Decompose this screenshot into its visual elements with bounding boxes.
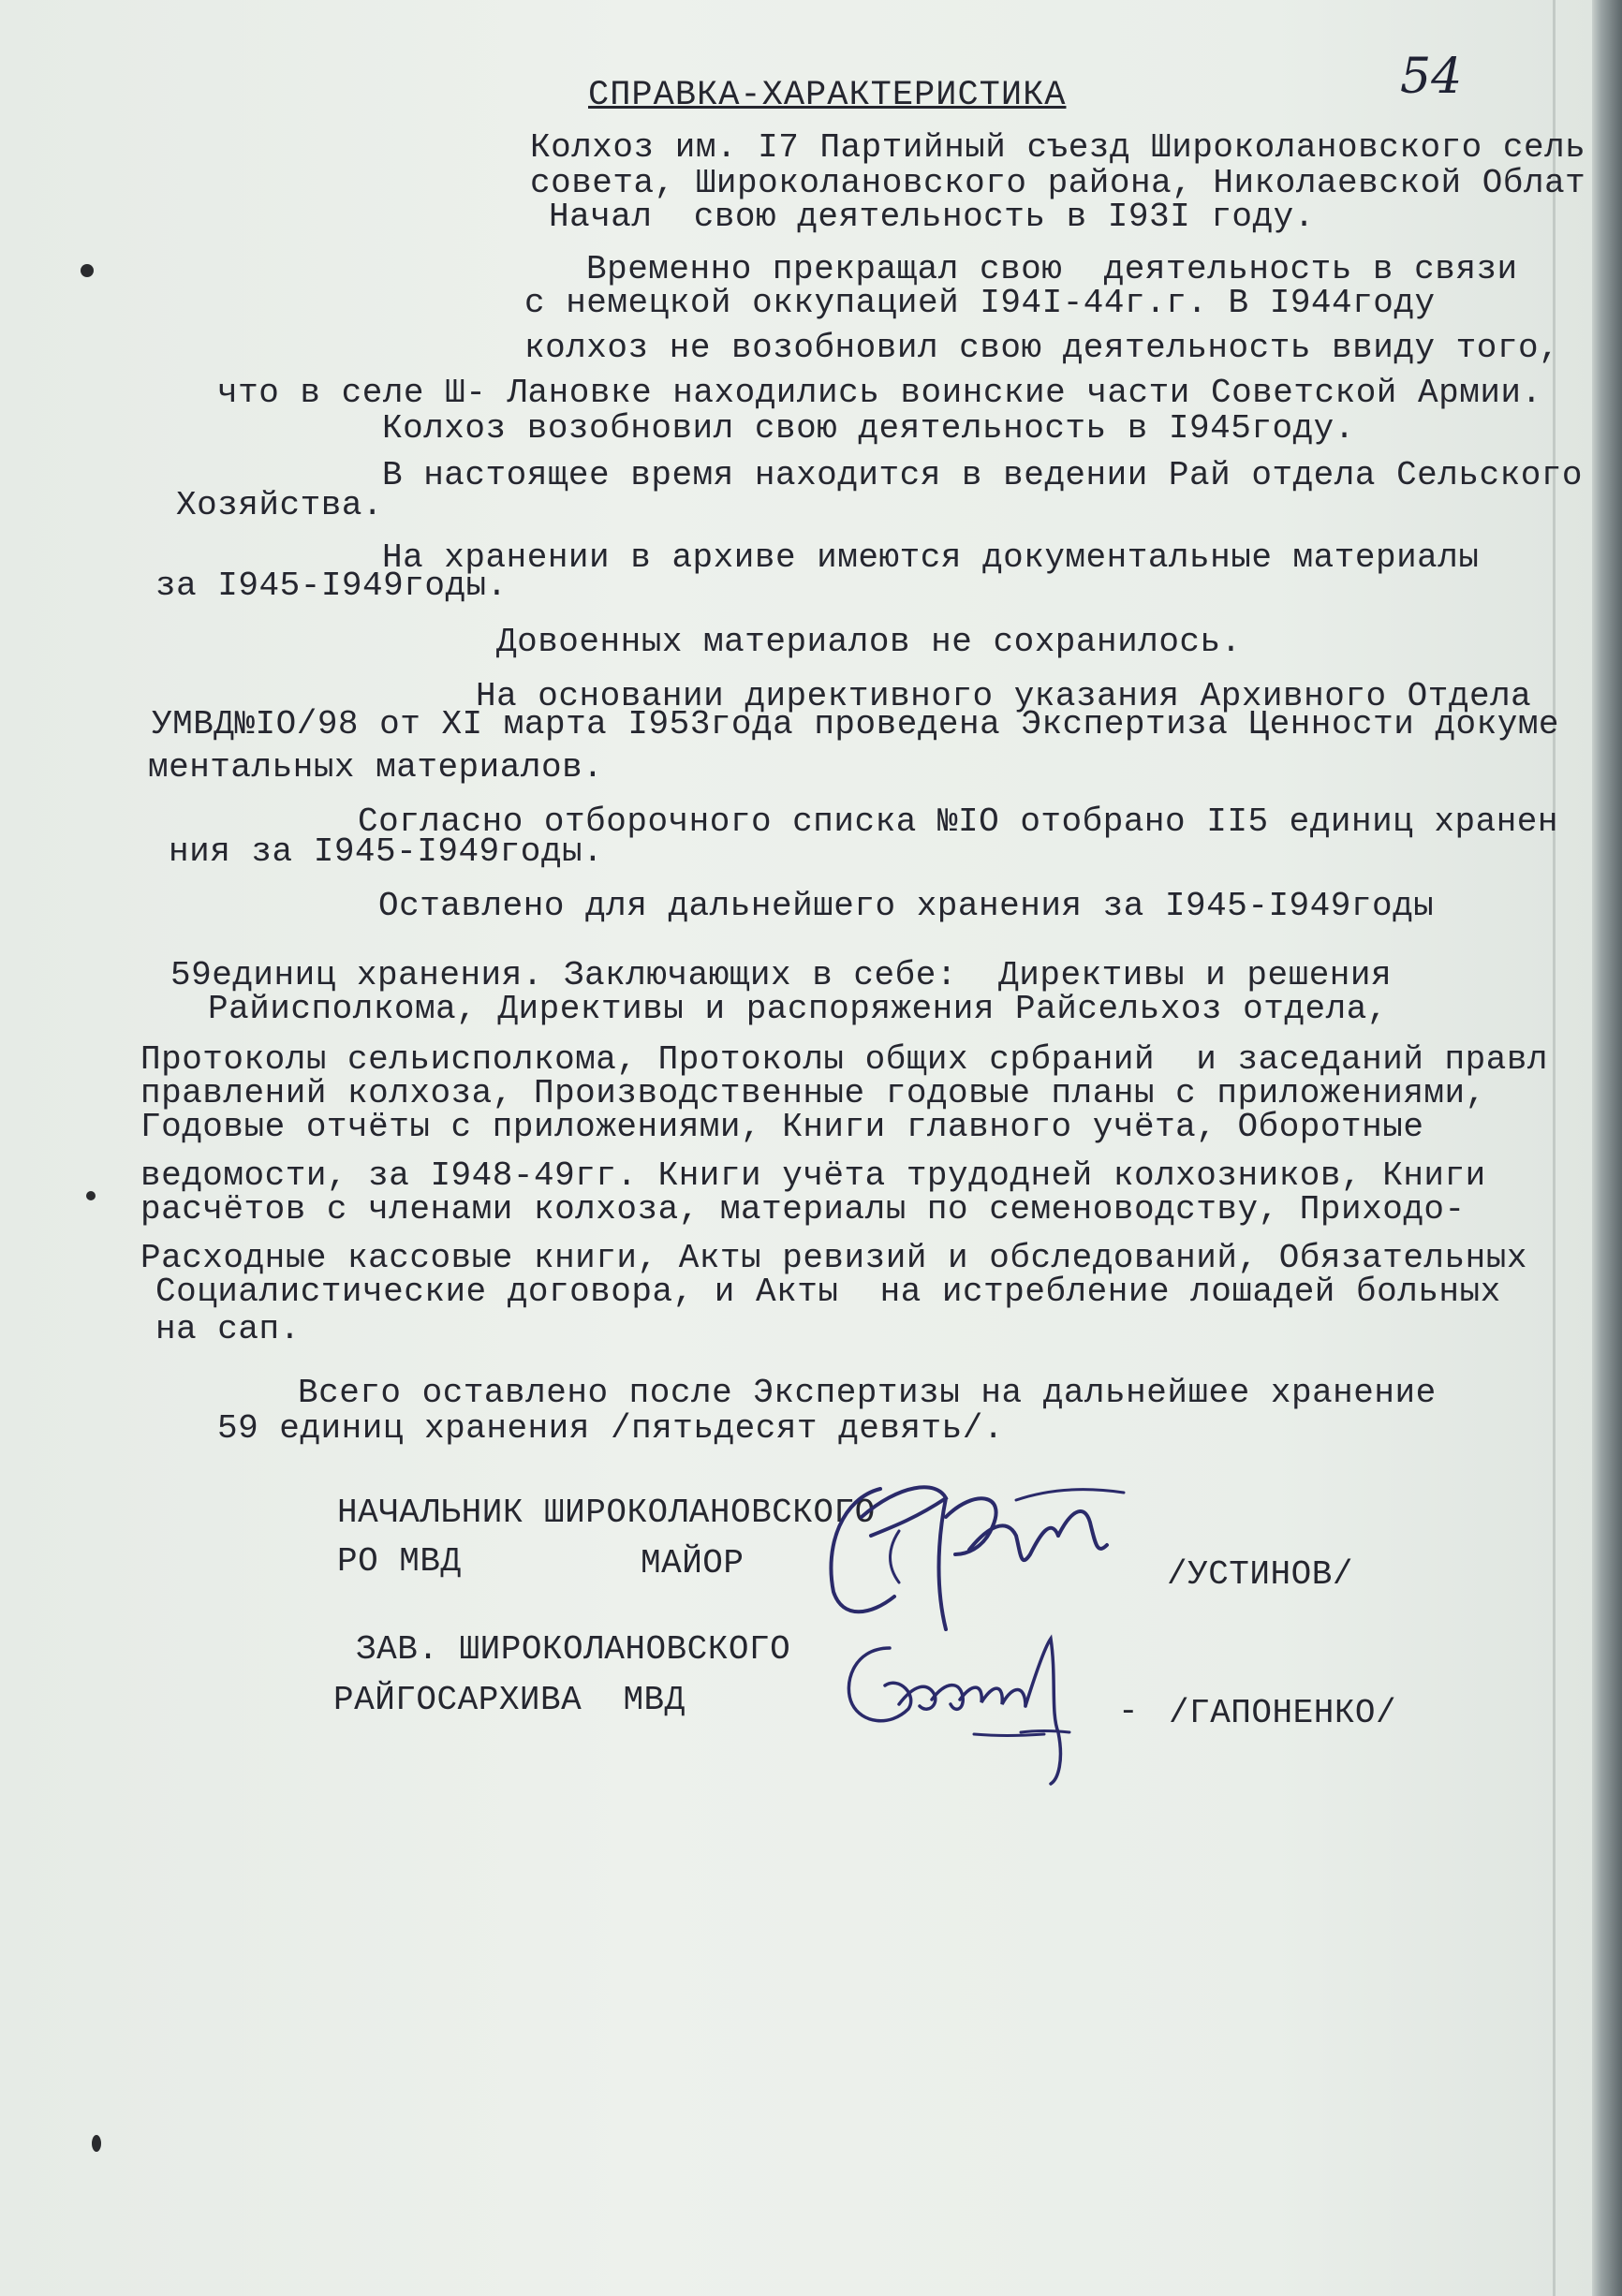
text-line: Протоколы сельисполкома, Протоколы общих србраний и заседаний правл <box>140 1040 1549 1079</box>
text-line: Колхоз возобновил свою деятельность в I945году. <box>382 409 1355 448</box>
text-line: Годовые отчёты с приложениями, Книги главного учёта, Оборотные <box>140 1108 1424 1146</box>
text-line: Социалистические договора, и Акты на истребление лошадей больных <box>155 1273 1501 1311</box>
signature-name: /УСТИНОВ/ <box>1167 1555 1353 1594</box>
text-line: колхоз не возобновил свою деятельность ввиду того, <box>524 329 1560 367</box>
handwritten-signature <box>805 1461 1161 1639</box>
text-line: расчётов с членами колхоза, материалы по семеноводству, Приходо- <box>140 1190 1466 1229</box>
text-line: Хозяйства. <box>176 486 384 524</box>
text-line: Райисполкома, Директивы и распоряжения Райсельхоз отдела, <box>208 990 1388 1028</box>
document-title: СПРАВКА-ХАРАКТЕРИСТИКА <box>588 76 1067 115</box>
text-line: за I945-I949годы. <box>155 567 508 605</box>
text-line: Довоенных материалов не сохранилось. <box>496 623 1242 661</box>
signature-title: РО МВД <box>337 1542 462 1581</box>
text-line: ведомости, за I948-49гг. Книги учёта трудодней колхозников, Книги <box>140 1156 1486 1195</box>
punch-hole <box>92 2135 101 2152</box>
text-line: совета, Широколановского района, Николаевской Облат <box>530 164 1586 202</box>
text-line: Колхоз им. I7 Партийный съезд Широколановского сель <box>530 128 1586 167</box>
text-line: Расходные кассовые книги, Акты ревизий и обследований, Обязательных <box>140 1239 1527 1277</box>
text-line: 59 единиц хранения /пятьдесят девять/. <box>217 1409 1004 1448</box>
text-line: На хранении в архиве имеются документальные материалы <box>382 538 1480 577</box>
text-line: ния за I945-I949годы. <box>169 832 604 871</box>
punch-hole <box>86 1191 96 1200</box>
punch-hole <box>81 264 94 277</box>
page-edge-shadow <box>1592 0 1622 2296</box>
text-line: с немецкой оккупацией I94I-44г.г. В I944году <box>524 284 1436 322</box>
text-line: 59единиц хранения. Заключающих в себе: Директивы и решения <box>170 956 1393 994</box>
signature-rank: МАЙОР <box>641 1544 745 1582</box>
text-line: Начал свою деятельность в I93I году. <box>549 198 1315 236</box>
signature-title: НАЧАЛЬНИК ШИРОКОЛАНОВСКОГО <box>337 1494 876 1532</box>
signature-title: РАЙГОСАРХИВА МВД <box>333 1681 686 1719</box>
text-line: На основании директивного указания Архивного Отдела <box>476 677 1532 715</box>
text-line: Оставлено для дальнейшего хранения за I945-I949годы <box>378 887 1435 925</box>
handwritten-signature <box>833 1620 1114 1788</box>
text-line: УМВД№IO/98 от XI марта I953года проведена Экспертиза Ценности докуме <box>152 705 1560 743</box>
text-line: Всего оставлено после Экспертизы на дальнейшее хранение <box>298 1374 1437 1412</box>
text-line: Согласно отборочного списка №IO отобрано II5 единиц хранен <box>358 802 1559 841</box>
text-line: что в селе Ш- Лановке находились воинские части Советской Армии. <box>217 374 1542 412</box>
signature-title: ЗАВ. ШИРОКОЛАНОВСКОГО <box>356 1630 791 1669</box>
text-line: В настоящее время находится в ведении Рай отдела Сельского <box>382 456 1584 494</box>
signature-dash: - <box>1118 1692 1140 1730</box>
signature-name: /ГАПОНЕНКО/ <box>1169 1694 1397 1732</box>
text-line: ментальных материалов. <box>148 748 604 787</box>
text-line: на сап. <box>155 1310 301 1348</box>
page-number: 54 <box>1400 49 1463 105</box>
text-line: правлений колхоза, Производственные годовые планы с приложениями, <box>140 1074 1486 1112</box>
text-line: Временно прекращал свою деятельность в связи <box>586 250 1518 288</box>
